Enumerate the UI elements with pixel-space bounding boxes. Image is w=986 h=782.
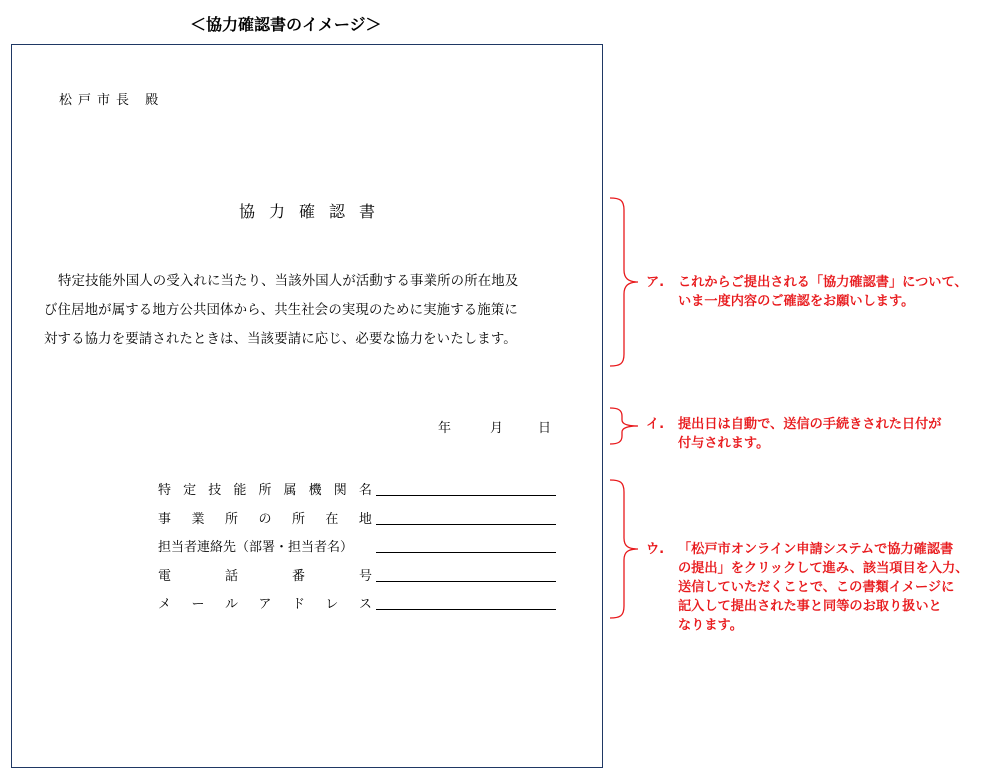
body-line: び住居地が属する地方公共団体から、共生社会の実現のために実施する施策に [44,303,518,318]
field-label-char: ド [291,597,305,612]
field-label [158,508,372,528]
field-underline [376,609,556,610]
field-label-char: 在 [325,511,339,527]
field-underline [376,495,556,496]
field-label-char: 事 [158,511,172,527]
field-label [158,479,372,499]
brace-b [608,406,642,446]
field-label-char: 所 [291,511,305,527]
field-underline [376,581,556,582]
addressee-char: 市 [97,93,117,108]
field-label-char: ア [258,597,272,612]
field-label-char: 定 [183,483,197,498]
date-day-label: 日 [538,421,552,436]
addressee-char: 殿 [145,93,165,108]
note-label: イ. [646,417,665,432]
field-label-char: レ [325,597,339,612]
note-line: の提出」をクリックして進み、該当項目を入力、 [678,561,969,576]
field-label-char: ス [358,597,372,612]
field-label-char: 関 [333,483,347,498]
field-label-char: 業 [191,511,205,527]
note-line: 提出日は自動で、送信の手続きされた日付が [678,417,942,432]
note-label: ア. [646,275,665,290]
field-label-char: 所 [224,511,238,527]
date-month-label: 月 [490,421,504,436]
field-label-char: 地 [358,511,372,527]
note-c [646,540,968,635]
document-frame [11,44,603,768]
field-label-char: 号 [358,568,372,584]
note-line: いま一度内容のご確認をお願いします。 [678,294,915,309]
brace-c [608,478,642,620]
body-line: 特定技能外国人の受入れに当たり、当該外国人が活動する事業所の所在地及 [58,274,519,289]
field-label-char: メ [158,597,172,612]
note-b [646,415,941,453]
note-line: 「松戸市オンライン申請システムで協力確認書 [678,542,954,557]
field-label [158,536,372,556]
field-label-char: 話 [224,568,238,584]
addressee-char: 長 [116,93,136,108]
addressee-char: 戸 [78,93,98,108]
field-label-char: 番 [291,568,305,584]
field-label-char: 名 [358,483,372,498]
field-label-char: ル [224,597,238,612]
field-label-char: 能 [233,483,247,498]
document-body [44,267,564,354]
page-heading: ＜協力確認書のイメージ＞ [190,15,382,34]
addressee-char [135,93,145,108]
brace-a [608,196,642,368]
field-underline [376,552,556,553]
document-title: 協力確認書 [238,202,389,221]
note-line: これからご提出される「協力確認書」について、 [678,275,968,290]
field-label-char: 電 [158,568,172,584]
field-label [158,593,372,613]
date-year-label: 年 [438,421,452,436]
field-label-char: 機 [308,483,322,498]
note-line: 記入して提出された事と同等のお取り扱いと [678,599,942,614]
note-line: 付与されます。 [678,436,770,451]
field-label-char: 担当者連絡先（部署・担当者名） [158,540,354,555]
field-label [158,565,372,585]
addressee [59,89,164,108]
field-label-char: ー [191,597,205,612]
addressee-char: 松 [59,93,79,108]
body-line: 対する協力を要請されたときは、当該要請に応じ、必要な協力をいたします。 [44,332,517,347]
note-line: 送信していただくことで、この書類イメージに [678,580,955,595]
field-underline [376,524,556,525]
note-line: なります。 [678,618,743,633]
note-label: ウ. [646,542,665,557]
field-label-char: 特 [158,483,172,498]
field-label-char: 属 [283,483,297,498]
note-a [646,273,968,311]
field-label-char: の [258,511,272,527]
field-label-char: 所 [258,483,272,498]
field-label-char: 技 [208,483,222,498]
